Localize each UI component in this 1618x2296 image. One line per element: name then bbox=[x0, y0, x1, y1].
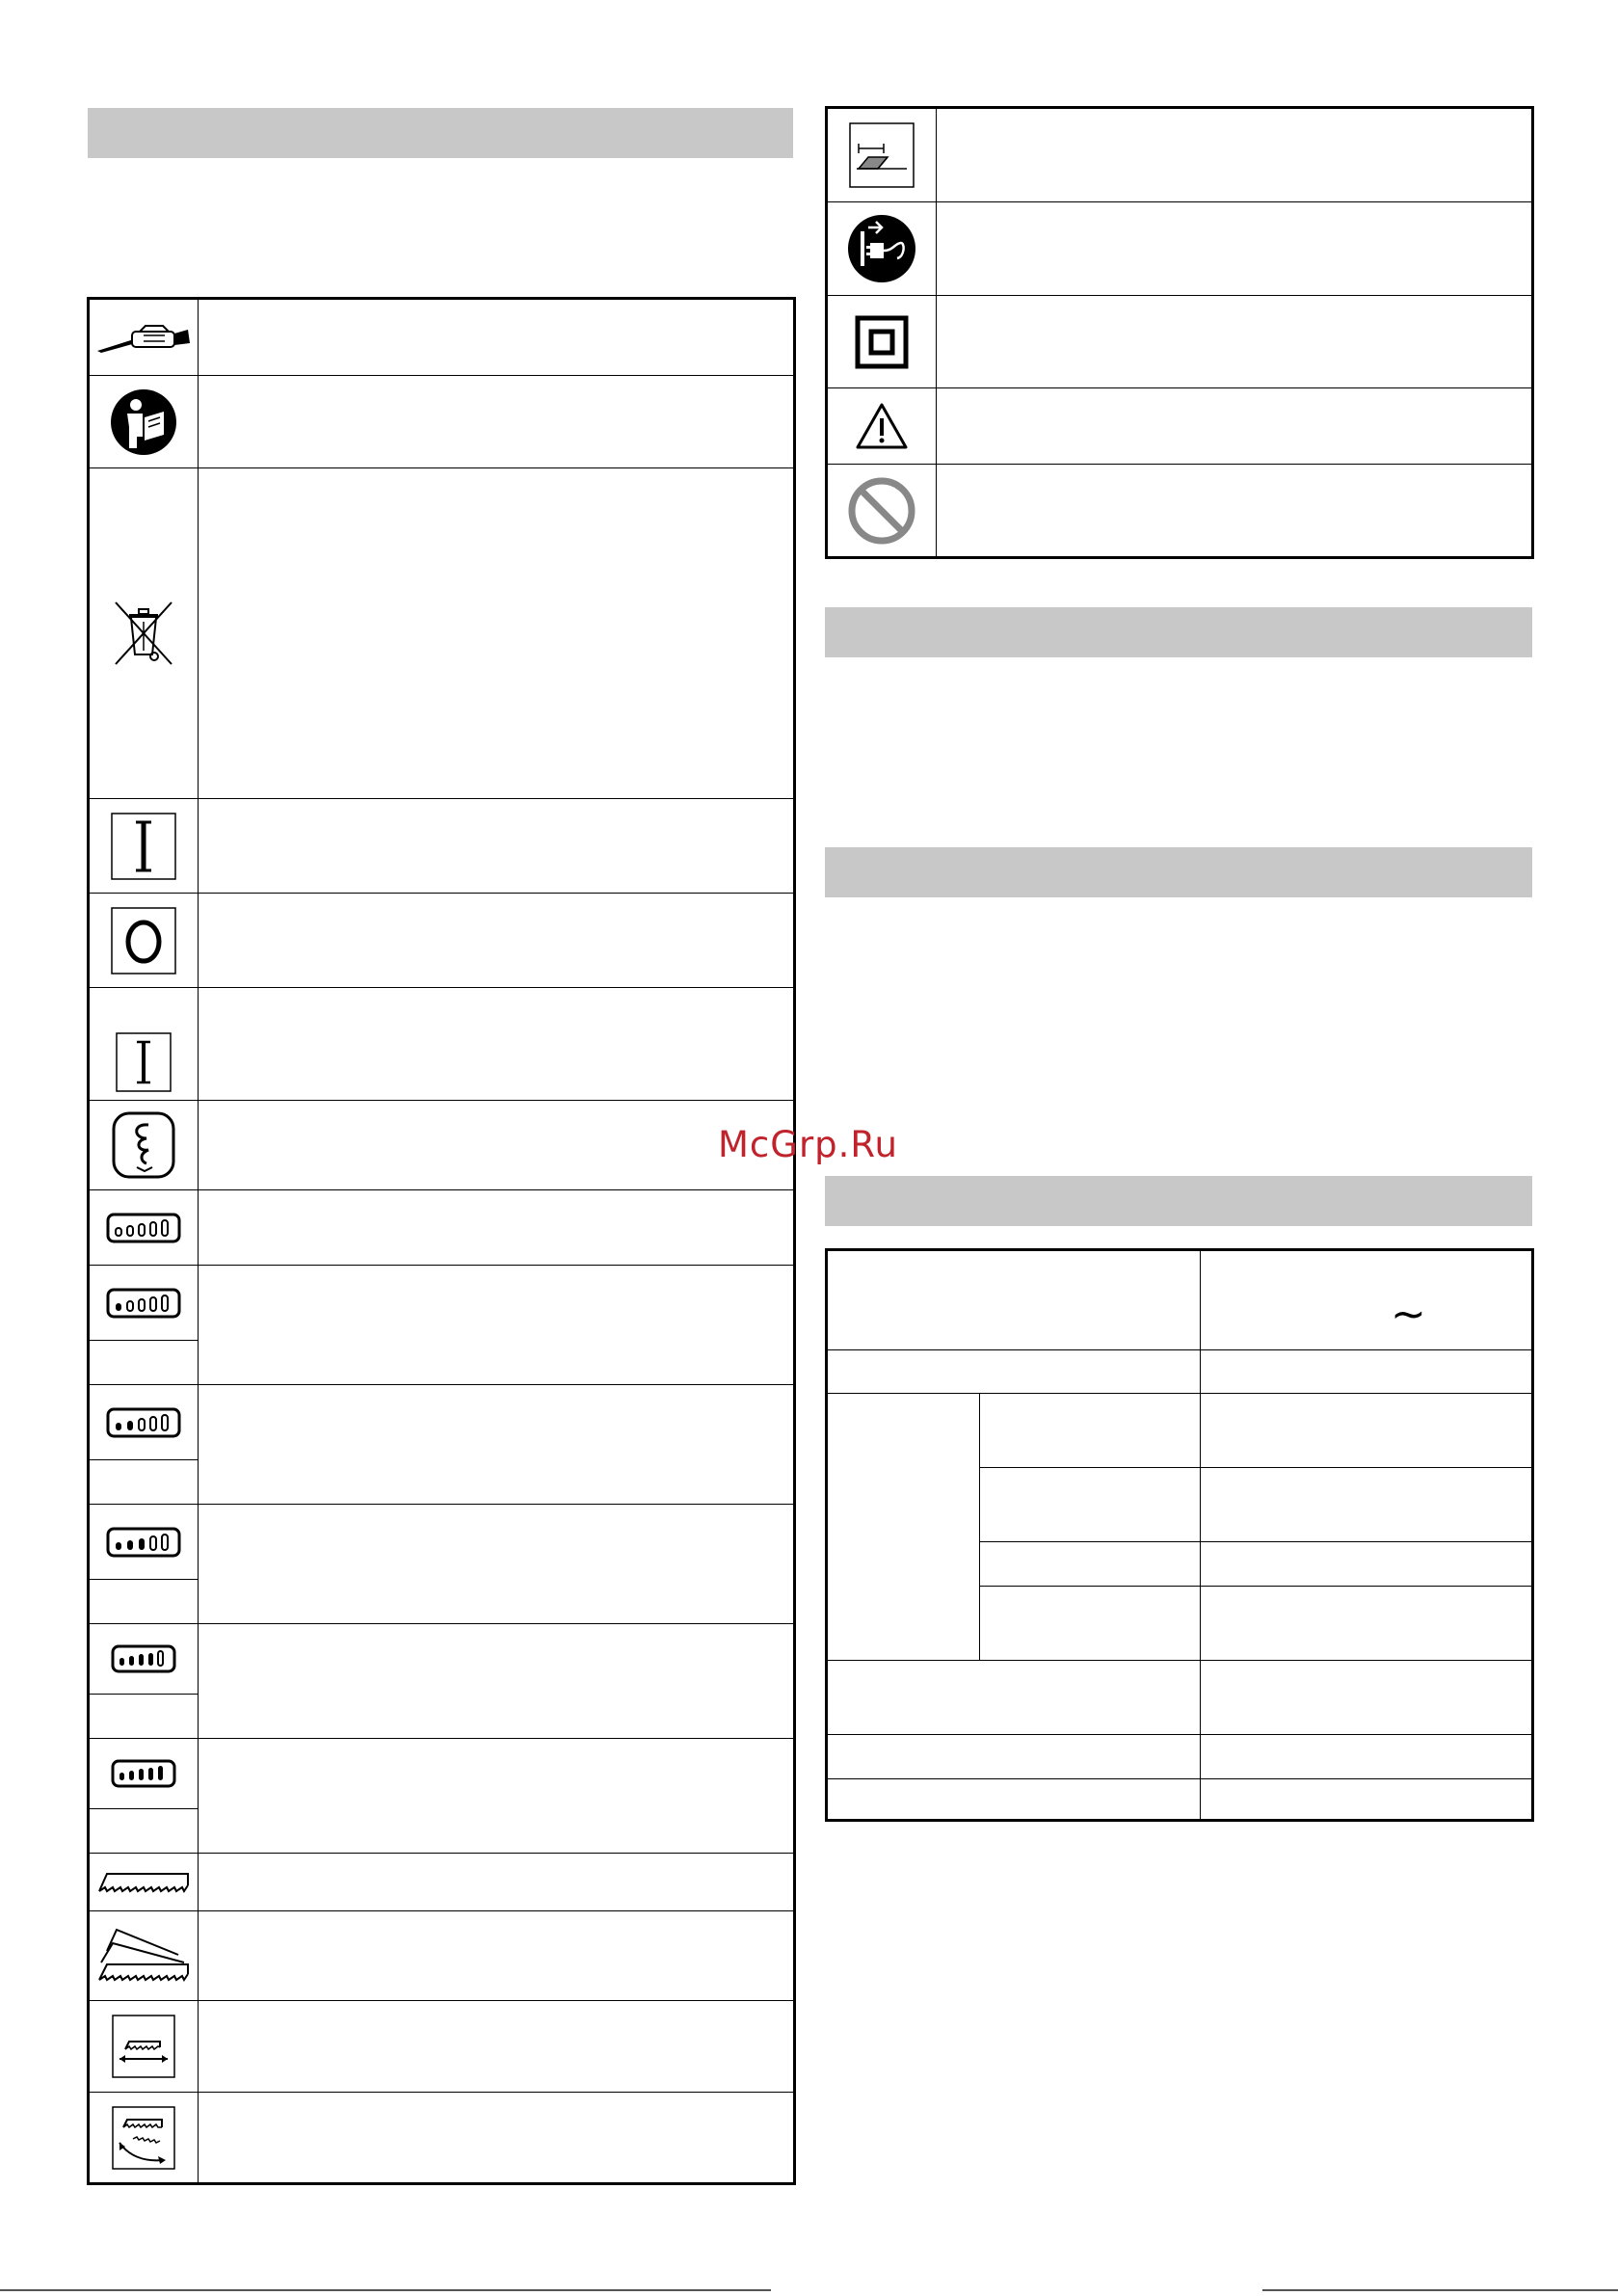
spec-label-cell bbox=[828, 1661, 1201, 1735]
symbol-cell bbox=[828, 296, 937, 388]
symbol-description bbox=[199, 1854, 794, 1911]
specifications-table bbox=[827, 1250, 1532, 1820]
spec-value-cell bbox=[1201, 1251, 1532, 1350]
spec-value-cell bbox=[1201, 1542, 1532, 1587]
symbol-description bbox=[199, 894, 794, 988]
symbol-cell bbox=[828, 465, 937, 557]
symbol-cell bbox=[828, 109, 937, 202]
spec-group-cell bbox=[828, 1394, 980, 1661]
symbol-cell bbox=[90, 1266, 199, 1341]
symbol-cell bbox=[90, 1624, 199, 1695]
symbol-description bbox=[937, 465, 1532, 557]
symbol-value-cell bbox=[90, 1809, 199, 1854]
symbol-description bbox=[937, 202, 1532, 296]
symbol-description bbox=[199, 2093, 794, 2183]
symbol-description bbox=[199, 1739, 794, 1854]
section-header-bar-specifications bbox=[825, 1176, 1532, 1226]
watermark-text: McGrp.Ru bbox=[718, 1124, 898, 1165]
symbol-cell bbox=[90, 1385, 199, 1460]
saw-blade-icon bbox=[97, 1868, 190, 1897]
spec-label-cell bbox=[828, 1350, 1201, 1394]
speed-dial-icon bbox=[111, 1759, 176, 1788]
symbol-cell bbox=[90, 894, 199, 988]
symbol-description bbox=[199, 799, 794, 894]
symbol-description bbox=[199, 1505, 794, 1624]
symbol-cell bbox=[90, 376, 199, 468]
symbol-description bbox=[199, 1101, 794, 1190]
speed-dial-icon bbox=[111, 1644, 176, 1673]
symbol-cell bbox=[90, 799, 199, 894]
symbol-cell bbox=[90, 1190, 199, 1266]
prohibition-icon bbox=[847, 476, 916, 546]
weee-disposal-icon bbox=[112, 599, 175, 668]
unplug-icon bbox=[847, 214, 916, 283]
spec-value-cell bbox=[1201, 1661, 1532, 1735]
spec-value-cell bbox=[1201, 1350, 1532, 1394]
symbol-description bbox=[199, 2001, 794, 2093]
symbol-cell bbox=[90, 988, 199, 1101]
symbol-cell bbox=[90, 1505, 199, 1580]
cutting-depth-icon bbox=[849, 122, 915, 188]
orbital-action-icon bbox=[112, 1111, 175, 1179]
symbol-description bbox=[937, 296, 1532, 388]
spec-label-cell bbox=[828, 1779, 1201, 1820]
spec-label-cell bbox=[828, 1735, 1201, 1779]
symbol-description bbox=[937, 109, 1532, 202]
symbols-table-left bbox=[89, 299, 794, 2183]
speed-dial-icon bbox=[106, 1288, 181, 1319]
symbol-cell bbox=[90, 1739, 199, 1809]
double-insulation-icon bbox=[855, 315, 909, 369]
ac-symbol: ~ bbox=[1391, 1290, 1426, 1339]
warning-icon bbox=[855, 402, 909, 450]
spec-sublabel-cell bbox=[980, 1394, 1201, 1468]
symbol-description bbox=[199, 376, 794, 468]
symbol-description bbox=[199, 988, 794, 1101]
lock-on-icon bbox=[116, 1032, 172, 1092]
symbol-value-cell bbox=[90, 1460, 199, 1505]
symbol-description bbox=[937, 388, 1532, 465]
symbol-cell bbox=[90, 2093, 199, 2183]
switch-off-icon bbox=[111, 907, 176, 974]
switch-on-icon bbox=[111, 813, 176, 880]
spec-value-cell bbox=[1201, 1779, 1532, 1820]
spec-value-cell bbox=[1201, 1587, 1532, 1661]
spec-sublabel-cell bbox=[980, 1542, 1201, 1587]
section-header-bar-ambient-conditions bbox=[825, 847, 1532, 897]
speed-dial-icon bbox=[106, 1527, 181, 1558]
symbol-description bbox=[199, 1624, 794, 1739]
section-header-bar-symbols bbox=[88, 108, 793, 158]
symbol-value-cell bbox=[90, 1580, 199, 1624]
speed-dial-icon bbox=[106, 1213, 181, 1243]
symbol-description bbox=[199, 1266, 794, 1385]
symbol-cell bbox=[828, 388, 937, 465]
spec-value-cell bbox=[1201, 1394, 1532, 1468]
symbol-cell bbox=[90, 1854, 199, 1911]
symbol-cell bbox=[90, 1911, 199, 2001]
orbital-stroke-icon bbox=[112, 2106, 175, 2170]
symbol-value-cell bbox=[90, 1341, 199, 1385]
spec-sublabel-cell bbox=[980, 1587, 1201, 1661]
symbol-cell bbox=[828, 202, 937, 296]
symbol-cell bbox=[90, 1101, 199, 1190]
footer-rule bbox=[0, 2289, 771, 2291]
spec-value-cell bbox=[1201, 1735, 1532, 1779]
symbols-table-right bbox=[827, 108, 1532, 557]
symbol-description bbox=[199, 1190, 794, 1266]
section-header-bar-intended-use bbox=[825, 607, 1532, 657]
stroke-length-icon bbox=[112, 2015, 175, 2078]
symbol-description bbox=[199, 468, 794, 799]
symbol-description bbox=[199, 300, 794, 376]
speed-dial-icon bbox=[106, 1407, 181, 1438]
symbol-cell bbox=[90, 2001, 199, 2093]
symbol-cell bbox=[90, 468, 199, 799]
symbol-description bbox=[199, 1385, 794, 1505]
spec-sublabel-cell bbox=[980, 1468, 1201, 1542]
symbol-value-cell bbox=[90, 1695, 199, 1739]
spec-label-cell bbox=[828, 1251, 1201, 1350]
symbol-description bbox=[199, 1911, 794, 2001]
spec-value-cell bbox=[1201, 1468, 1532, 1542]
symbol-cell bbox=[90, 300, 199, 376]
reciprocating-saw-icon bbox=[95, 318, 192, 357]
read-manual-icon bbox=[110, 388, 177, 456]
footer-rule bbox=[1262, 2289, 1618, 2291]
multiple-saw-blades-icon bbox=[97, 1924, 190, 1988]
